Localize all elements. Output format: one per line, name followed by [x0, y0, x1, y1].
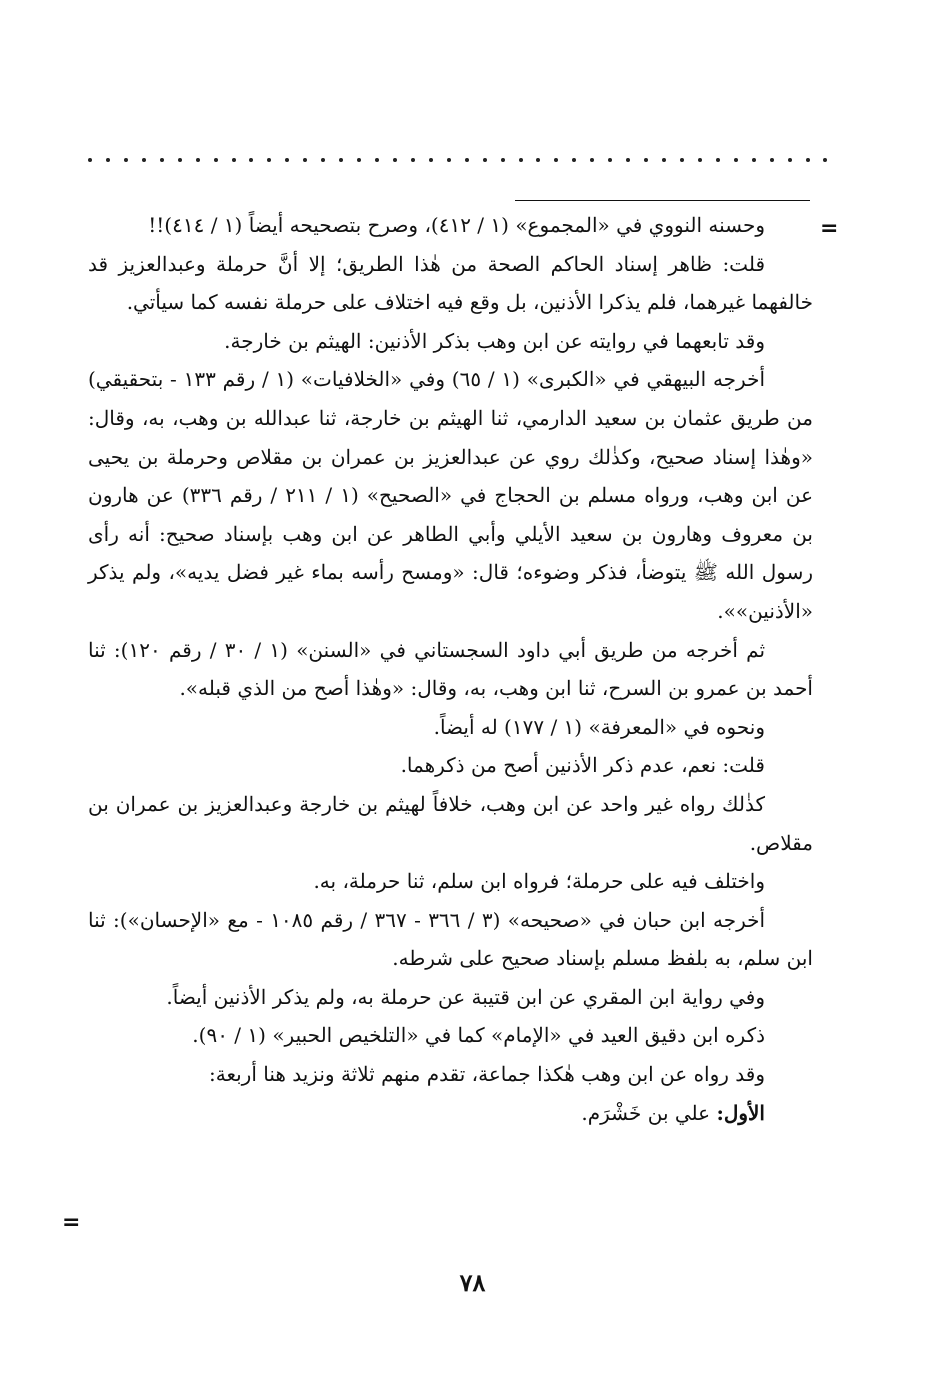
dot	[160, 158, 164, 162]
list-lead: الأول:	[716, 1100, 765, 1125]
paragraph: واختلف فيه على حرملة؛ فرواه ابن سلم، ثنا حرملة، به.	[313, 869, 765, 894]
dot	[303, 158, 307, 162]
dot	[321, 158, 325, 162]
dot	[214, 158, 218, 162]
list-item-text: علي بن خَشْرَم.	[581, 1100, 717, 1125]
dot	[519, 158, 523, 162]
dot	[536, 158, 540, 162]
dot	[393, 158, 397, 162]
dot	[752, 158, 756, 162]
dot	[178, 158, 182, 162]
dot	[608, 158, 612, 162]
dot	[267, 158, 271, 162]
dot	[411, 158, 415, 162]
paragraph: قلت: نعم، عدم ذكر الأذنين أصح من ذكرهما.	[400, 753, 765, 778]
dot	[554, 158, 558, 162]
paragraph: وفي رواية ابن المقري عن ابن قتيبة عن حرملة به، ولم يذكر الأذنين أيضاً.	[166, 984, 765, 1009]
paragraph: أخرجه البيهقي في «الكبرى» (١ / ٦٥) وفي «الخلافيات» (١ / رقم ١٣٣ - بتحقيقي) من طريق عثمان بن سعيد الدارمي، ثنا الهيثم بن خارجة، ثنا عبدالله بن وهب، به، وقال: «وهٰذا إسناد صحيح، وكذٰلك روي عن عبدالعزيز بن عمران بن مقلاص وحرملة بن يحيى عن ابن وهب، ورواه مسلم بن الحجاج في «الصحيح» (١ / ٢١١ / رقم ٣٣٦) عن هارون بن معروف وهارون بن سعيد الأيلي وأبي الطاهر عن ابن وهب بإسناد صحيح: أنه رأى رسول الله ﷺ يتوضأ، فذكر وضوءه؛ قال: «ومسح رأسه بماء غير فضل يديه»، ولم يذكر «الأذنين»».	[88, 367, 814, 623]
dot	[106, 158, 110, 162]
top-dotted-separator	[88, 150, 828, 170]
paragraph: وقد رواه عن ابن وهب هٰكذا جماعة، تقدم منهم ثلاثة ونزيد هنا أربعة:	[208, 1062, 765, 1087]
dot	[734, 158, 738, 162]
dot	[124, 158, 128, 162]
continuation-mark-bottom: =	[62, 1210, 81, 1235]
dot	[447, 158, 451, 162]
dot	[465, 158, 469, 162]
dot	[823, 158, 827, 162]
dot	[339, 158, 343, 162]
dot	[770, 158, 774, 162]
dot	[680, 158, 684, 162]
dot	[788, 158, 792, 162]
paragraph: ونحوه في «المعرفة» (١ / ١٧٧) له أيضاً.	[433, 714, 765, 739]
dot	[483, 158, 487, 162]
dot	[285, 158, 289, 162]
dot	[644, 158, 648, 162]
dot	[501, 158, 505, 162]
paragraph: أخرجه ابن حبان في «صحيحه» (٣ / ٣٦٦ - ٣٦٧ / رقم ١٠٨٥ - مع «الإحسان»): ثنا ابن سلم، به بلفظ مسلم بإسناد صحيح على شرطه.	[88, 907, 813, 971]
dot	[375, 158, 379, 162]
dot	[88, 158, 92, 162]
paragraph: وقد تابعهما في روايته عن ابن وهب بذكر الأذنين: الهيثم بن خارجة.	[224, 328, 765, 353]
dot	[698, 158, 702, 162]
paragraph: وحسنه النووي في «المجموع» (١ / ٤١٢)، وصرح بتصحيحه أيضاً (١ / ٤١٤)!!	[148, 213, 765, 237]
paragraph: كذٰلك رواه غير واحد عن ابن وهب، خلافاً لهيثم بن خارجة وعبدالعزيز بن عمران بن مقلاص.	[88, 791, 813, 855]
continuation-mark-top: =	[820, 216, 839, 241]
dot	[590, 158, 594, 162]
dot	[429, 158, 433, 162]
dot	[716, 158, 720, 162]
dot	[232, 158, 236, 162]
dot	[662, 158, 666, 162]
dot	[357, 158, 361, 162]
paragraph: ذكره ابن دقيق العيد في «الإمام» كما في «التلخيص الحبير» (١ / ٩٠).	[192, 1023, 765, 1048]
dot	[626, 158, 630, 162]
dot	[806, 158, 810, 162]
dot	[196, 158, 200, 162]
paragraph: قلت: ظاهر إسناد الحاكم الصحة من هٰذا الطريق؛ إلا أنَّ حرملة وعبدالعزيز قد خالفهما غيرهما، فلم يذكرا الأذنين، بل وقع فيه اختلاف على حرملة نفسه كما سيأتي.	[88, 251, 813, 315]
paragraph: ثم أخرجه من طريق أبي داود السجستاني في «السنن» (١ / ٣٠ / رقم ١٢٠): ثنا أحمد بن عمرو بن السرح، ثنا ابن وهب، به، وقال: «وهٰذا أصح من الذي قبله».	[88, 637, 813, 701]
footnote-rule	[515, 200, 810, 201]
page-number: ٧٨	[459, 1268, 486, 1297]
page-body	[88, 206, 813, 1132]
last-line	[88, 1094, 813, 1133]
dot	[142, 158, 146, 162]
dot	[249, 158, 253, 162]
dot	[572, 158, 576, 162]
